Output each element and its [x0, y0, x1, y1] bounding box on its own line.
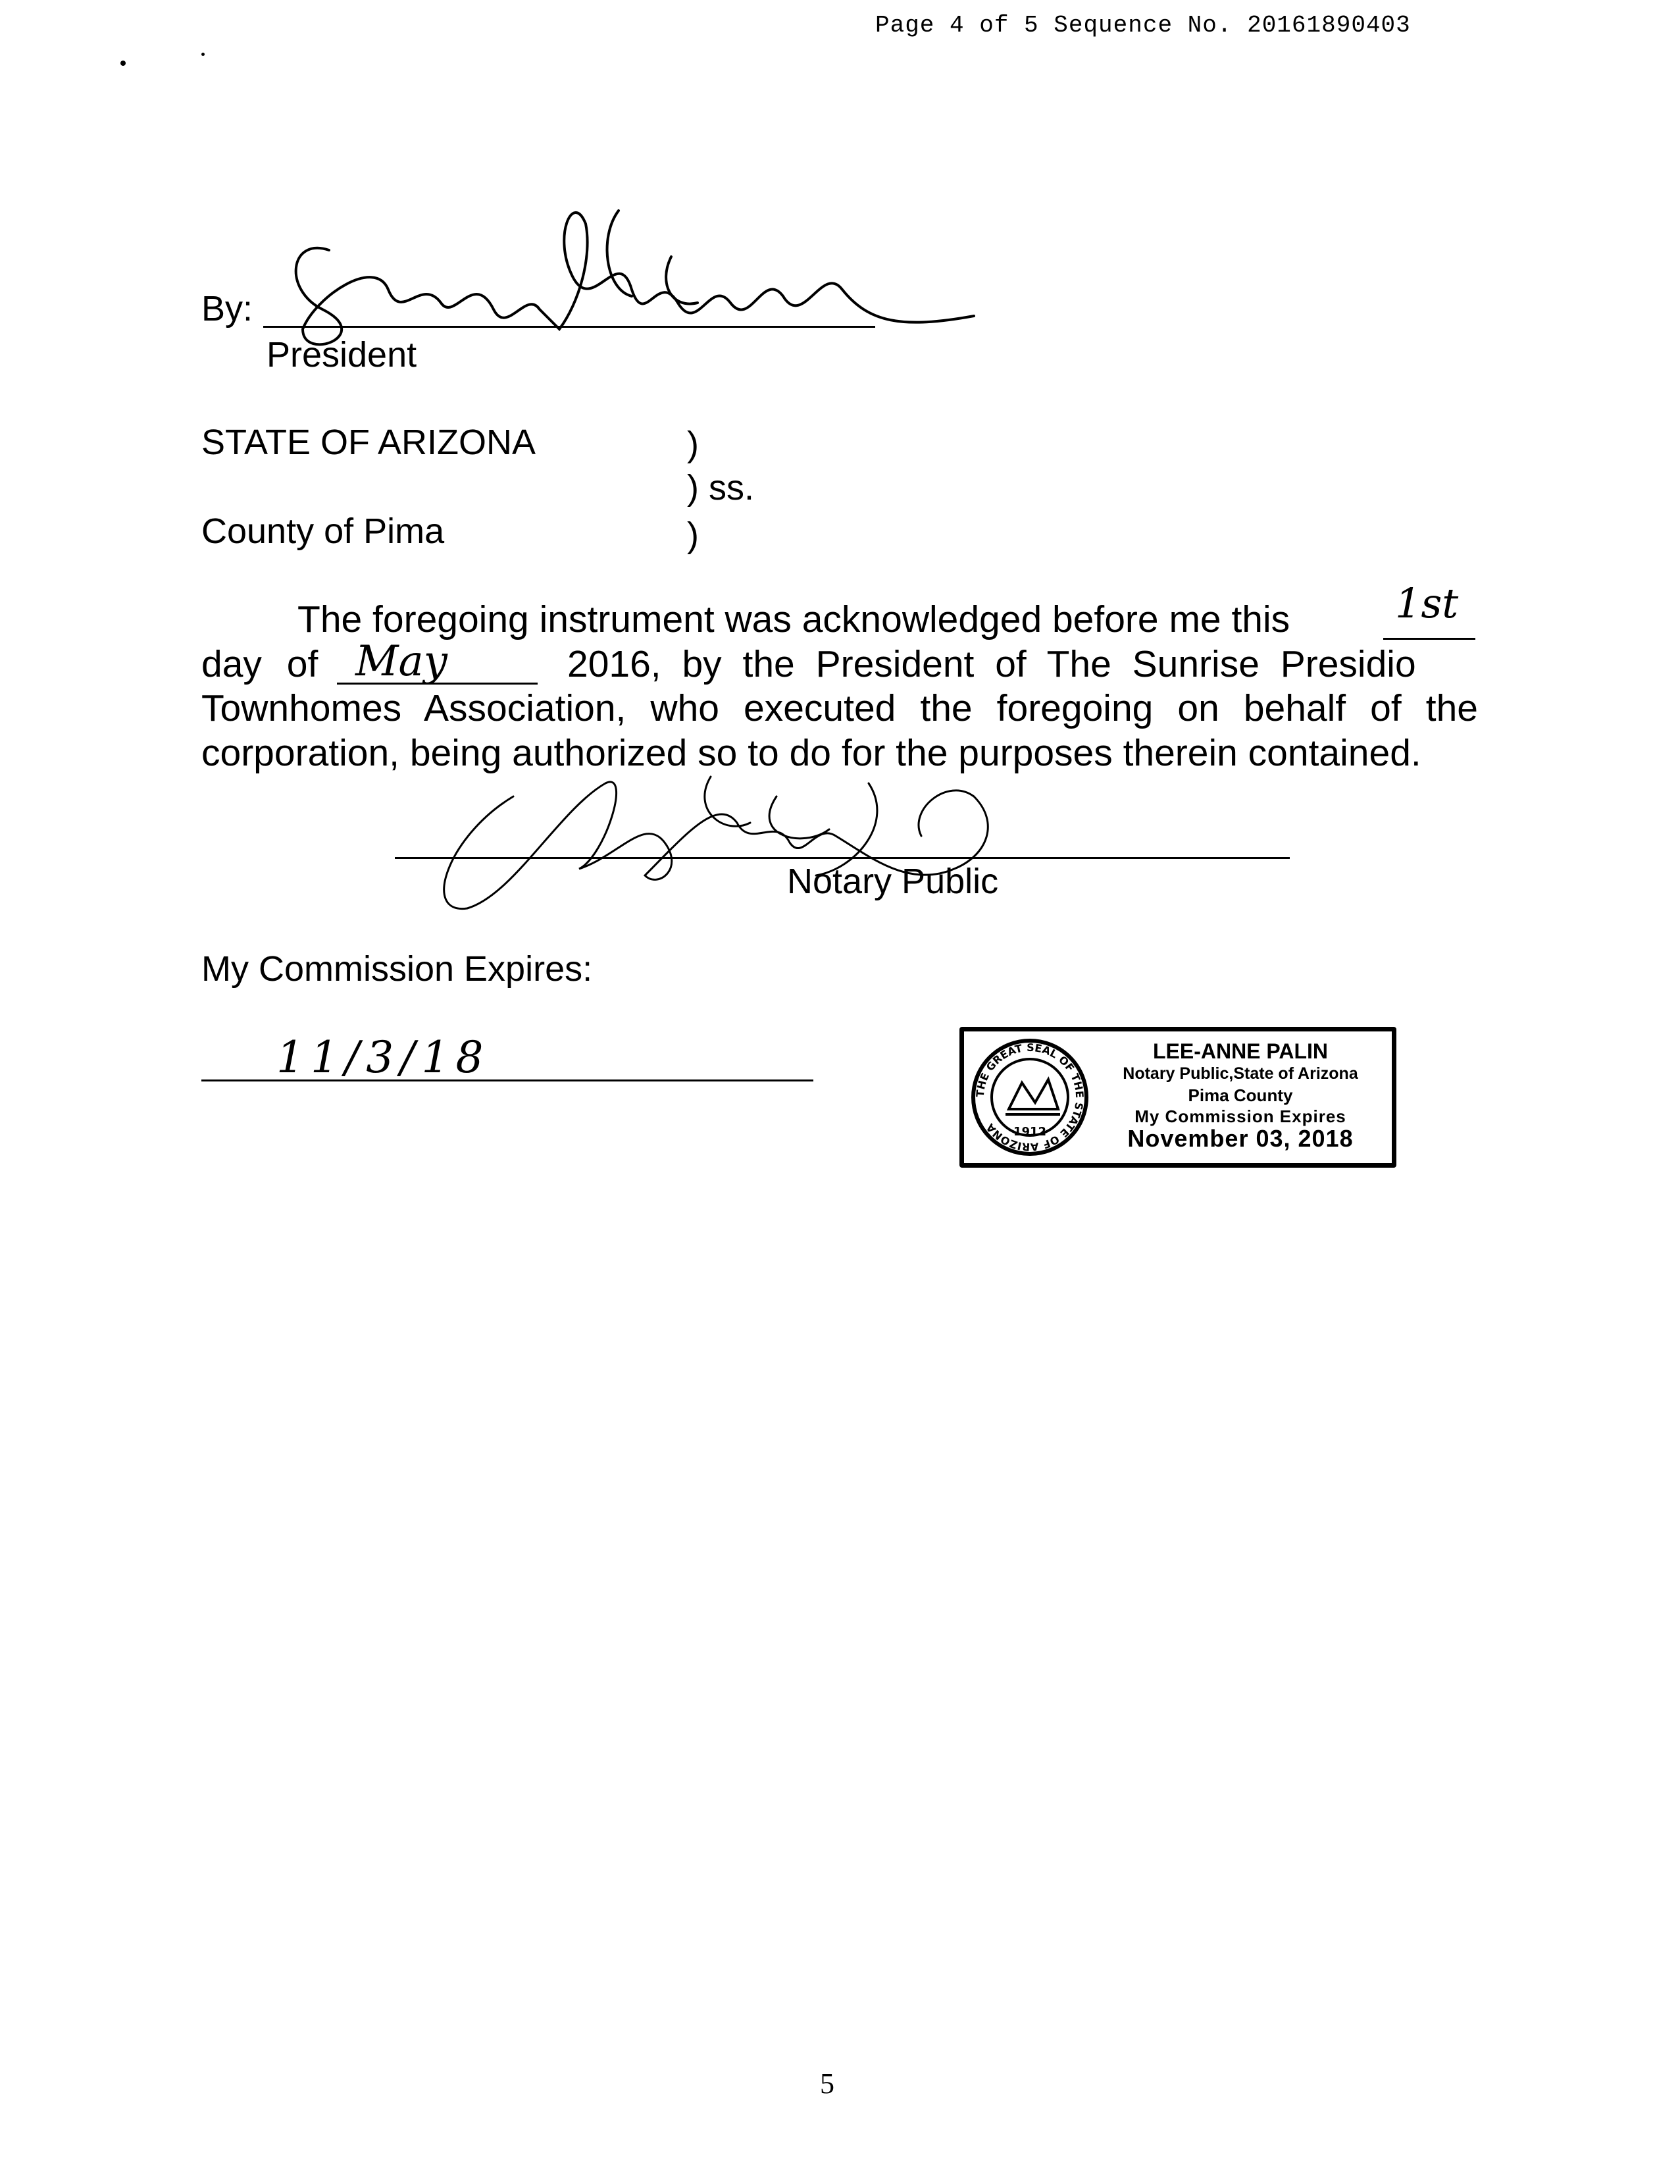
notary-public-label: Notary Public: [787, 862, 999, 901]
handwritten-month: May: [355, 637, 447, 686]
commission-date-line: [201, 1079, 813, 1081]
state-label: STATE OF ARIZONA: [201, 423, 536, 462]
day-blank: [1383, 638, 1475, 640]
scan-speck: [201, 53, 205, 56]
ack-line-3: Townhomes Association, who executed the foregoing on behalf of the: [201, 687, 1478, 729]
notary-stamp: [959, 1027, 1396, 1168]
notary-signature-line: [395, 857, 1290, 859]
venue-paren-bottom: ): [687, 515, 699, 555]
notary-signature: [408, 757, 1040, 928]
commission-handwritten-date: 11/3/18: [276, 1032, 490, 1083]
stamp-line-4: My Commission Expires: [1134, 1106, 1346, 1126]
stamp-line-2: Notary Public,State of Arizona: [1123, 1064, 1358, 1083]
stamp-line-3: Pima County: [1188, 1085, 1293, 1105]
county-label: County of Pima: [201, 511, 445, 551]
state-seal-icon: [969, 1037, 1090, 1158]
page-number: 5: [820, 2067, 834, 2100]
president-title: President: [267, 335, 417, 375]
stamp-line-5: November 03, 2018: [1127, 1125, 1354, 1152]
ack-line-2-suffix: 2016, by the President of The Sunrise Presidio: [567, 643, 1416, 685]
by-label: By:: [201, 289, 253, 328]
ack-line-1: The foregoing instrument was acknowledged before me this: [297, 598, 1290, 640]
venue-paren-top: ): [687, 425, 699, 464]
scan-speck: [120, 61, 126, 66]
commission-label: My Commission Expires:: [201, 949, 593, 989]
ack-line-4: corporation, being authorized so to do for the purposes therein contained.: [201, 732, 1421, 774]
ack-line-2-prefix: day of: [201, 643, 318, 685]
svg-text:THE GREAT SEAL OF THE STATE OF: THE GREAT SEAL OF THE STATE OF ARIZONA: [973, 1041, 1086, 1154]
venue-ss: ) ss.: [687, 468, 754, 507]
svg-text:1912: 1912: [1013, 1125, 1047, 1139]
stamp-name: LEE-ANNE PALIN: [1152, 1039, 1329, 1063]
handwritten-day: 1st: [1395, 579, 1459, 627]
page-header: Page 4 of 5 Sequence No. 20161890403: [875, 12, 1411, 39]
